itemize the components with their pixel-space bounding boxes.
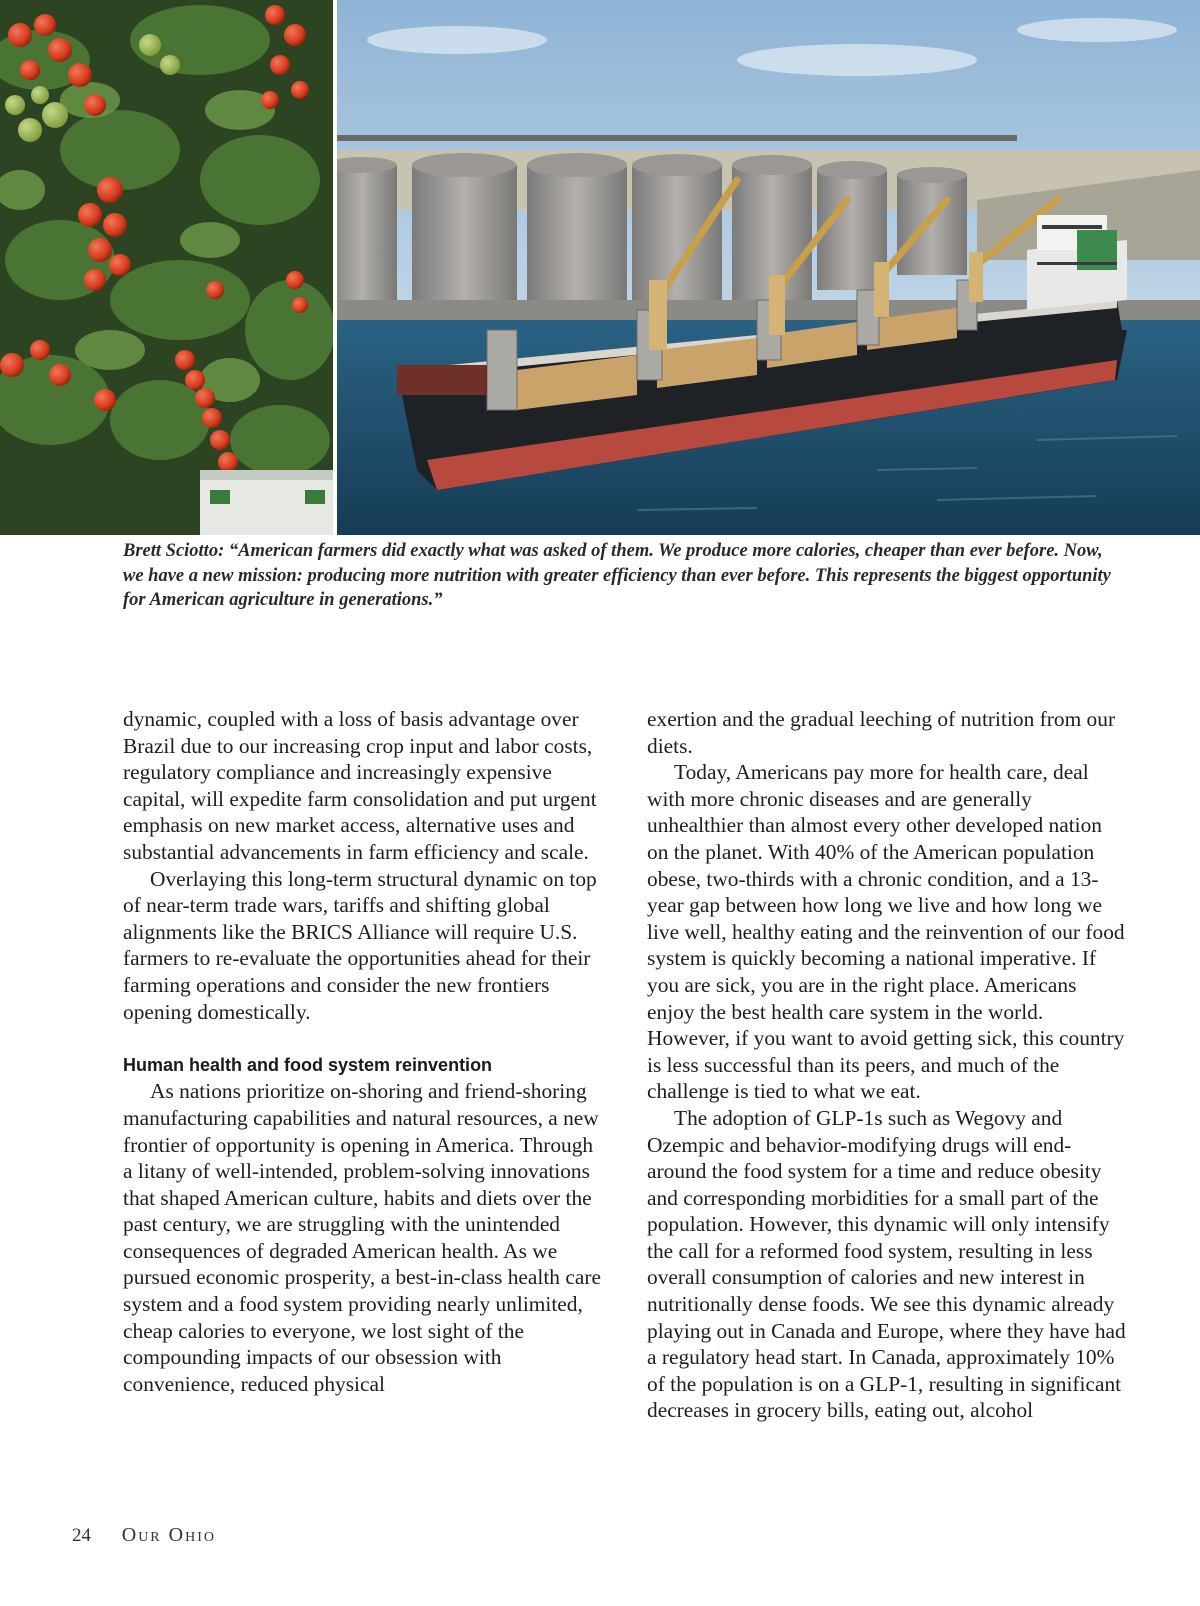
article-column-right <box>647 706 1127 1424</box>
photo-caption: Brett Sciotto: “American farmers did exactly what was asked of them. We produce more calories, cheaper than ever before. Now, we have a new mission: producing more nutrition with greater efficiency than ever before. This represents the biggest opportunity for American agriculture in generations.” <box>123 541 1111 611</box>
paragraph: Today, Americans pay more for health care, deal with more chronic diseases and are generally unhealthier than almost every other developed nation on the planet. With 40% of the American population obese, two-thirds with a chronic condition, and a 13-year gap between how long we live and how long we live well, healthy eating and the reinvention of our food system is quickly becoming a national imperative. If you are sick, you are in the right place. Americans enjoy the best health care system in the world. However, if you want to avoid getting sick, this country is less successful than its peers, and much of the challenge is tied to what we eat. <box>647 760 1125 1104</box>
paragraph: dynamic, coupled with a loss of basis advantage over Brazil due to our increasing crop input and labor costs, regulatory compliance and increasingly expensive capital, will expedite farm consolidation and put urgent emphasis on new market access, alternative uses and substantial advancements in farm efficiency and scale. <box>123 707 597 864</box>
article-column-left <box>123 706 603 1397</box>
page-footer <box>72 1524 216 1547</box>
publication-name: Our Ohio <box>121 1524 216 1546</box>
paragraph: Overlaying this long-term structural dynamic on top of near-term trade wars, tariffs and shifting global alignments like the BRICS Alliance will require U.S. farmers to re-evaluate the opportunities ahead for their farming operations and consider the new frontiers opening domestically. <box>123 866 597 1024</box>
cargo-ship-illustration <box>337 0 1200 535</box>
tomato-plants-illustration <box>0 0 333 535</box>
paragraph: The adoption of GLP-1s such as Wegovy and Ozempic and behavior-modifying drugs will end-around the food system for a time and reduce obesity and corresponding morbidities for a small part of the population. However, this dynamic will only intensify the call for a reformed food system, resulting in less overall consumption of calories and new interest in nutritionally dense foods. We see this dynamic already playing out in Canada and Europe, where they have had a regulatory head start. In Canada, approximately 10% of the population is on a GLP-1, resulting in significant decreases in grocery bills, eating out, alcohol <box>647 1105 1126 1423</box>
tomato-plants-photo <box>0 0 333 535</box>
section-heading: Human health and food system reinvention <box>123 1054 493 1075</box>
cargo-ship-grain-silos-photo <box>337 0 1200 535</box>
page-number: 24 <box>72 1525 91 1546</box>
paragraph: exertion and the gradual leeching of nutrition from our diets. <box>647 707 1116 758</box>
paragraph: As nations prioritize on-shoring and friend-shoring manufacturing capabilities and natural resources, a new frontier of opportunity is opening in America. Through a litany of well-intended, problem-solving innovations that shaped American culture, habits and diets over the past century, we are struggling with the unintended consequences of degraded American health. As we pursued economic prosperity, a best-in-class health care system and a food system providing nearly unlimited, cheap calories to everyone, we lost sight of the compounding impacts of our obsession with convenience, reduced physical <box>123 1079 601 1396</box>
